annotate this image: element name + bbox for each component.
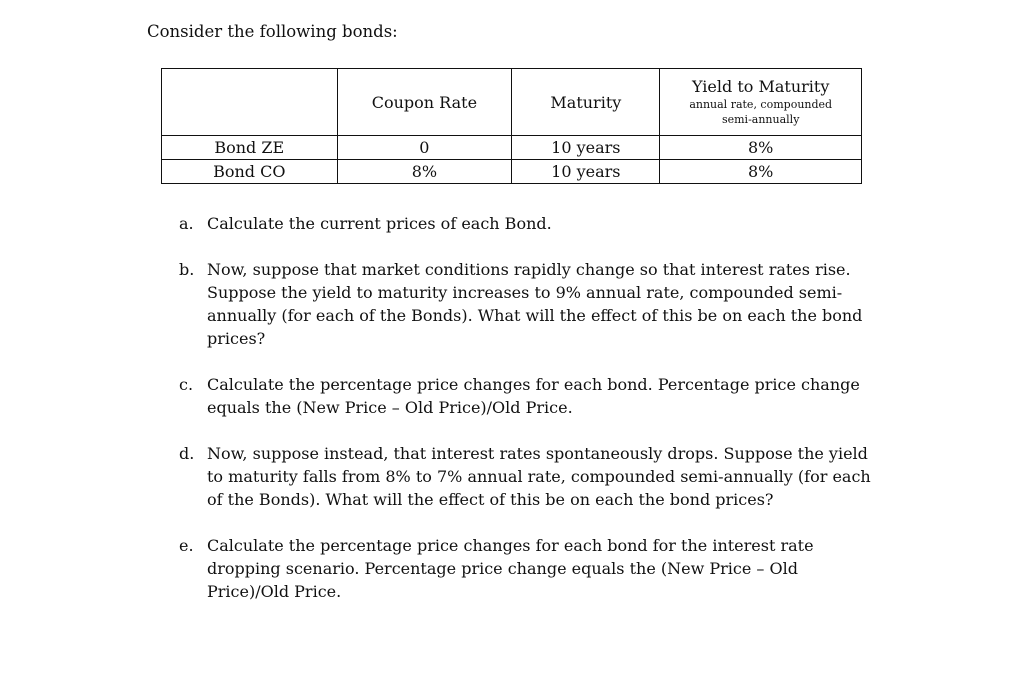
question-marker: b. [179,260,195,279]
ytm-subtitle-line-2: semi-annually [721,113,800,126]
question-d [179,442,879,511]
bonds-table [161,68,862,184]
bond-name-cell: Bond CO [162,160,338,184]
question-text: Now, suppose that market conditions rapidly change so that interest rates rise. Suppose the yield to maturity increases to 9% annual rate, compounded semi-annually (for each of the Bonds). What will the effect of this be on each the bond prices? [207,260,863,348]
ytm-cell: 8% [660,136,862,160]
ytm-title: Yield to Maturity [692,77,830,96]
question-marker: a. [179,214,194,233]
coupon-cell: 0 [337,136,512,160]
question-text: Calculate the percentage price changes for each bond. Percentage price change equals the (New Price – Old Price)/Old Price. [207,375,860,417]
table-header-row [162,69,862,136]
table-row [162,160,862,184]
header-yield-to-maturity [660,69,862,136]
header-maturity: Maturity [512,69,660,136]
question-a [179,212,879,235]
question-marker: d. [179,444,195,463]
question-text: Calculate the percentage price changes for each bond for the interest rate dropping scenario. Percentage price change equals the (New Price – Old Price)/Old Price. [207,536,814,601]
table-row [162,136,862,160]
header-coupon-rate: Coupon Rate [337,69,512,136]
question-text: Now, suppose instead, that interest rates spontaneously drops. Suppose the yield to maturity falls from 8% to 7% annual rate, compounded semi-annually (for each of the Bonds). What will the effect of this be on each the bond prices? [207,444,871,509]
question-marker: c. [179,375,194,394]
bond-name-cell: Bond ZE [162,136,338,160]
maturity-cell: 10 years [512,160,660,184]
question-text: Calculate the current prices of each Bond. [207,214,552,233]
maturity-cell: 10 years [512,136,660,160]
intro-text: Consider the following bonds: [147,22,398,41]
question-e [179,534,879,603]
coupon-cell: 8% [337,160,512,184]
question-marker: e. [179,536,194,555]
question-c [179,373,879,419]
ytm-subtitle-line-1: annual rate, compounded [689,98,833,111]
ytm-cell: 8% [660,160,862,184]
question-b [179,258,879,350]
question-list [179,212,879,626]
header-blank-cell [162,69,338,136]
